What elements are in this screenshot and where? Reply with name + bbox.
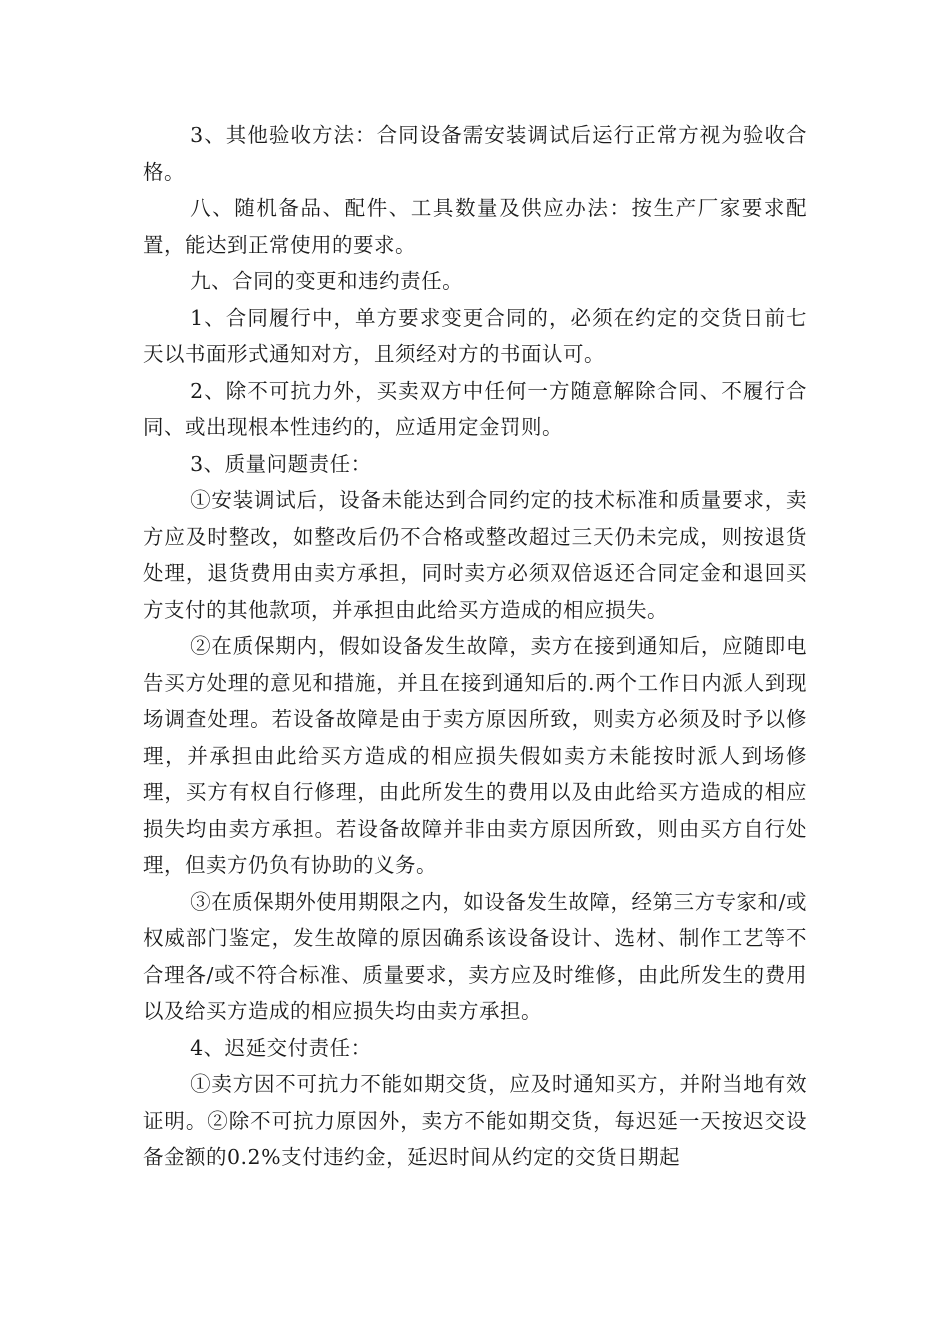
document-body bbox=[143, 117, 807, 1176]
paragraph-quality-item-3: ③在质保期外使用期限之内，如设备发生故障，经第三方专家和/或权威部门鉴定，发生故障的原因确系该设备设计、选材、制作工艺等不合理各/或不符合标准、质量要求，卖方应及时维修，由此所发生的费用以及给买方造成的相应损失均由卖方承担。 bbox=[143, 889, 807, 1023]
paragraph-spare-parts: 八、随机备品、配件、工具数量及供应办法：按生产厂家要求配置，能达到正常使用的要求。 bbox=[143, 196, 807, 257]
paragraph-quality-heading: 3、质量问题责任： bbox=[190, 451, 372, 476]
paragraph-section-nine-heading: 九、合同的变更和违约责任。 bbox=[190, 269, 464, 293]
paragraph-delay-heading: 4、迟延交付责任： bbox=[190, 1035, 372, 1060]
paragraph-contract-change: 1、合同履行中，单方要求变更合同的，必须在约定的交货日前七天以书面形式通知对方，且须经对方的书面认可。 bbox=[143, 305, 807, 366]
paragraph-termination-penalty: 2、除不可抗力外，买卖双方中任何一方随意解除合同、不履行合同、或出现根本性违约的，应适用定金罚则。 bbox=[143, 378, 807, 439]
paragraph-delay-items: ①卖方因不可抗力不能如期交货，应及时通知买方，并附当地有效证明。②除不可抗力原因外，卖方不能如期交货，每迟延一天按迟交设备金额的0.2%支付违约金，延迟时间从约定的交货日期起 bbox=[143, 1072, 807, 1169]
paragraph-quality-item-1: ①安装调试后，设备未能达到合同约定的技术标准和质量要求，卖方应及时整改，如整改后仍不合格或整改超过三天仍未完成，则按退货处理，退货费用由卖方承担，同时卖方必须双倍返还合同定金和退回买方支付的其他款项，并承担由此给买方造成的相应损失。 bbox=[143, 488, 807, 622]
paragraph-quality-item-2: ②在质保期内，假如设备发生故障，卖方在接到通知后，应随即电告买方处理的意见和措施，并且在接到通知后的.两个工作日内派人到现场调查处理。若设备故障是由于卖方原因所致，则卖方必须及时予以修理，并承担由此给买方造成的相应损失假如卖方未能按时派人到场修理，买方有权自行修理，由此所发生的费用以及由此给买方造成的相应损失均由卖方承担。若设备故障并非由卖方原因所致，则由买方自行处理，但卖方仍负有协助的义务。 bbox=[143, 634, 807, 877]
paragraph-acceptance-other: 3、其他验收方法：合同设备需安装调试后运行正常方视为验收合格。 bbox=[143, 123, 807, 184]
